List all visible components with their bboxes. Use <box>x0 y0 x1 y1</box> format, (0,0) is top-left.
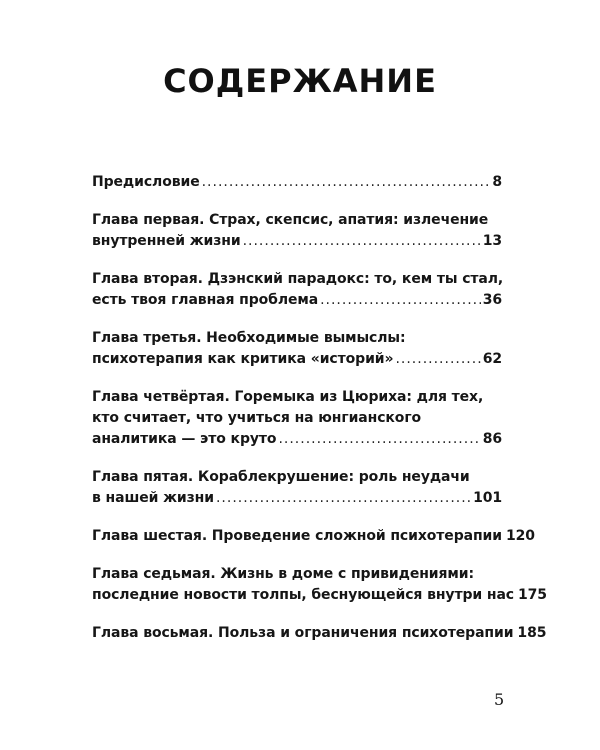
toc-entry-line <box>92 585 547 606</box>
toc-entry-line <box>92 172 502 193</box>
toc-entry <box>92 328 502 370</box>
toc-entry <box>92 526 535 547</box>
toc-entry-title: Глава седьмая. Жизнь в доме с привидениями: <box>92 566 474 582</box>
toc-entry <box>92 269 502 311</box>
toc-entry-title: есть твоя главная проблема <box>92 292 319 308</box>
toc-entry-title: в нашей жизни <box>92 490 214 506</box>
toc-page-number: 120 <box>505 528 535 544</box>
dot-leader <box>243 231 481 252</box>
table-of-contents <box>92 172 547 644</box>
toc-entry <box>92 623 547 644</box>
toc-entry <box>92 387 502 450</box>
page-number: 5 <box>494 690 505 709</box>
toc-entry-title: Предисловие <box>92 174 200 190</box>
toc-page-number: 185 <box>517 625 547 641</box>
toc-entry-title: Глава четвёртая. Горемыка из Цюриха: для тех, <box>92 389 484 405</box>
toc-entry-title: Глава третья. Необходимые вымыслы: <box>92 330 406 346</box>
page-title: СОДЕРЖАНИЕ <box>163 62 437 100</box>
toc-entry-title: Глава шестая. Проведение сложной психотерапии <box>92 528 502 544</box>
dot-leader <box>202 172 491 193</box>
toc-page-number: 8 <box>492 174 502 190</box>
toc-entry-title: внутренней жизни <box>92 233 241 249</box>
toc-entry-title: последние новости толпы, беснующейся внутри нас <box>92 587 514 603</box>
toc-entry-title: аналитика — это круто <box>92 431 277 447</box>
toc-entry-title: Глава пятая. Кораблекрушение: роль неудачи <box>92 469 470 485</box>
toc-page-number: 86 <box>482 431 502 447</box>
toc-entry-title: кто считает, что учиться на юнгианского <box>92 410 422 426</box>
toc-entry-line <box>92 429 502 450</box>
toc-entry-line <box>92 290 502 311</box>
toc-entry-line <box>92 349 502 370</box>
toc-page-number: 101 <box>473 490 502 506</box>
toc-page-number: 62 <box>482 351 502 367</box>
toc-entry <box>92 210 502 252</box>
toc-entry-line <box>92 526 535 547</box>
toc-entry-line <box>92 488 502 509</box>
dot-leader <box>278 429 480 450</box>
toc-entry-title: психотерапия как критика «историй» <box>92 351 394 367</box>
toc-entry-title: Глава вторая. Дзэнский парадокс: то, кем ты стал, <box>92 271 504 287</box>
toc-entry <box>92 467 502 509</box>
toc-page-number: 175 <box>518 587 547 603</box>
toc-entry-title: Глава первая. Страх, скепсис, апатия: излечение <box>92 212 489 228</box>
toc-entry <box>92 172 502 193</box>
toc-page-number: 13 <box>482 233 502 249</box>
dot-leader <box>216 488 471 509</box>
toc-entry-line <box>92 231 502 252</box>
dot-leader <box>395 349 480 370</box>
toc-entry <box>92 564 547 606</box>
toc-page-number: 36 <box>482 292 502 308</box>
toc-entry-line <box>92 623 547 644</box>
dot-leader <box>320 290 481 311</box>
toc-entry-title: Глава восьмая. Польза и ограничения психотерапии <box>92 625 514 641</box>
